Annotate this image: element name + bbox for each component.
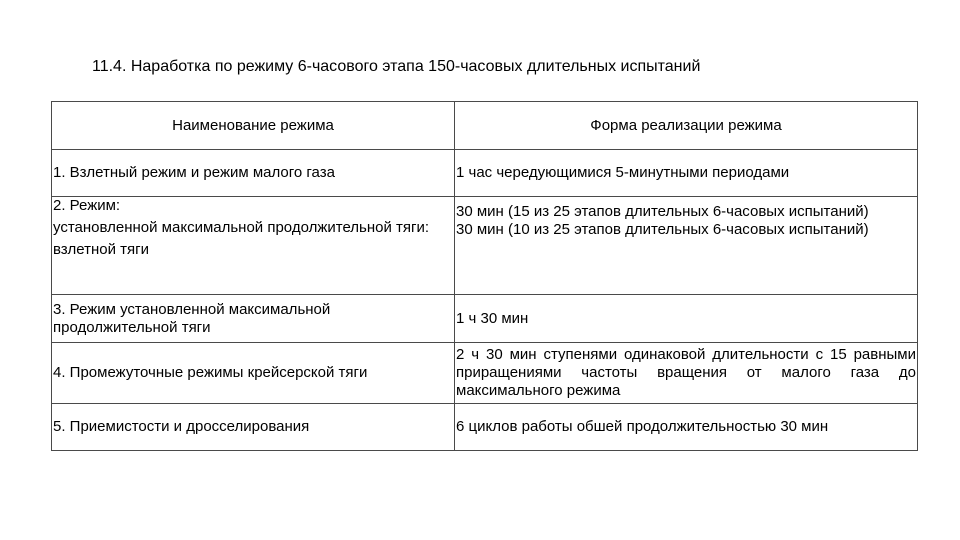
mode-cell: [52, 197, 455, 295]
mode-line: взлетной тяги: [53, 241, 149, 258]
table-row: [52, 150, 918, 197]
regimes-table: [51, 101, 918, 451]
table-row: [52, 295, 918, 343]
mode-cell: 3. Режим установленной максимальной продолжительной тяги: [52, 295, 455, 343]
mode-cell: 5. Приемистости и дросселирования: [52, 404, 455, 451]
table-row: [52, 404, 918, 451]
mode-cell: 1. Взлетный режим и режим малого газа: [52, 150, 455, 197]
page-title: 11.4. Наработка по режиму 6-часового этапа 150-часовых длительных испытаний: [92, 58, 701, 75]
form-cell: 2 ч 30 мин ступенями одинаковой длительности с 15 равными приращениями частоты вращения от малого газа до максимального режима: [455, 343, 918, 404]
form-cell: 6 циклов работы обшей продолжительностью 30 мин: [455, 404, 918, 451]
mode-line: 2. Режим:: [53, 197, 121, 214]
form-cell: 1 ч 30 мин: [455, 295, 918, 343]
column-header-mode: Наименование режима: [52, 102, 455, 150]
form-cell: 1 час чередующимися 5-минутными периодами: [455, 150, 918, 197]
table-row: [52, 197, 918, 295]
mode-cell: 4. Промежуточные режимы крейсерской тяги: [52, 343, 455, 404]
form-cell: [455, 197, 918, 295]
form-line: 30 мин (10 из 25 этапов длительных 6-часовых испытаний): [456, 221, 869, 238]
mode-line: установленной максимальной продолжительной тяги:: [53, 219, 430, 236]
table-header-row: [52, 102, 918, 150]
table-row: [52, 343, 918, 404]
column-header-form: Форма реализации режима: [455, 102, 918, 150]
form-line: 30 мин (15 из 25 этапов длительных 6-часовых испытаний): [456, 203, 869, 220]
